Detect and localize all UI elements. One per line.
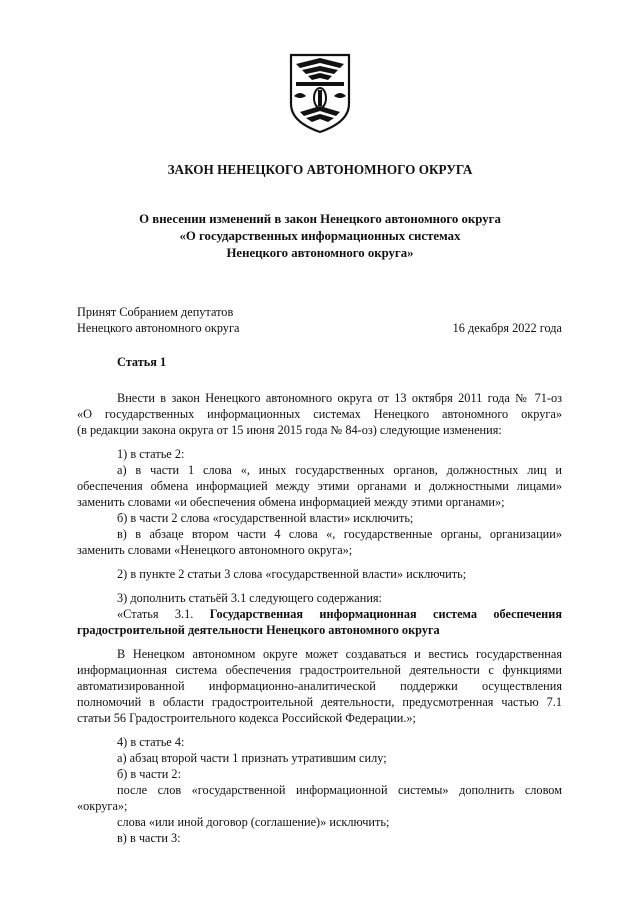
item4-head: 4) в статье 4: [117,735,185,749]
new-article-title-part-2: градостроительной деятельности Ненецкого автономного округа [77,623,440,637]
article-heading: Статья 1 [117,355,167,369]
intro-line-3: (в редакции закона округа от 15 июня 2015 года № 84-оз) следующие изменения: [77,423,502,437]
item4-b: б) в части 2: [117,767,182,781]
new-article-title-part-1: Государственная информационная система обеспечения [209,607,563,621]
intro-line-2: «О государственных информационных системах Ненецкого автономного округа» [77,407,562,421]
coat-of-arms-icon [288,52,352,134]
item1-a-line-3: заменить словами «и обеспечения обмена информацией между этими органами»; [77,495,505,509]
item1-b: б) в части 2 слова «государственной власти» исключить; [117,511,414,525]
adoption-line-2: Ненецкого автономного округа [77,321,240,335]
subtitle-line-3: Ненецкого автономного округа» [226,246,414,260]
new-article-body-line-5: статьи 56 Градостроительного кодекса Российской Федерации.»; [77,711,416,725]
item4-a: а) абзац второй части 1 признать утратившим силу; [117,751,387,765]
item1-a-line-2: обеспечения обмена информацией между этими органами и должностными лицами» [77,479,562,493]
new-article-body-line-3: автоматизированной информационно-аналитической поддержки осуществления [77,679,562,693]
adoption-date: 16 декабря 2022 года [452,321,562,335]
new-article-body-line-2: информационная система обеспечения градостроительной деятельности с функциями [77,663,562,677]
new-article-prefix: «Статья 3.1. [117,607,194,621]
item1-v-line-1: в) в абзаце втором части 4 слова «, государственные органы, организации» [117,527,562,541]
item4-v: в) в части 3: [117,831,181,845]
item4-b2: слова «или иной договор (соглашение)» исключить; [117,815,390,829]
item1-v-line-2: заменить словами «Ненецкого автономного округа»; [77,543,353,557]
adoption-line-1: Принят Собранием депутатов [77,305,234,319]
item4-b1-line-1: после слов «государственной информационной системы» дополнить словом [117,783,562,797]
new-article-body-line-1: В Ненецком автономном округе может создаваться и вестись государственная [117,647,562,661]
subtitle-line-2: «О государственных информационных системах [179,229,461,243]
item1-head: 1) в статье 2: [117,447,185,461]
item4-b1-line-2: «округа»; [77,799,128,813]
item3-head: 3) дополнить статьёй 3.1 следующего содержания: [117,591,382,605]
new-article-line-1 [117,606,562,622]
item2: 2) в пункте 2 статьи 3 слова «государственной власти» исключить; [117,567,467,581]
law-title: ЗАКОН НЕНЕЦКОГО АВТОНОМНОГО ОКРУГА [167,162,473,177]
item1-a-line-1: а) в части 1 слова «, иных государственных органов, должностных лиц и [117,463,562,477]
new-article-body-line-4: полномочий в области градостроительной деятельности, предусмотренная частью 7.1 [77,695,562,709]
intro-line-1: Внести в закон Ненецкого автономного округа от 13 октября 2011 года № 71-оз [117,391,562,405]
subtitle-line-1: О внесении изменений в закон Ненецкого автономного округа [139,212,501,226]
